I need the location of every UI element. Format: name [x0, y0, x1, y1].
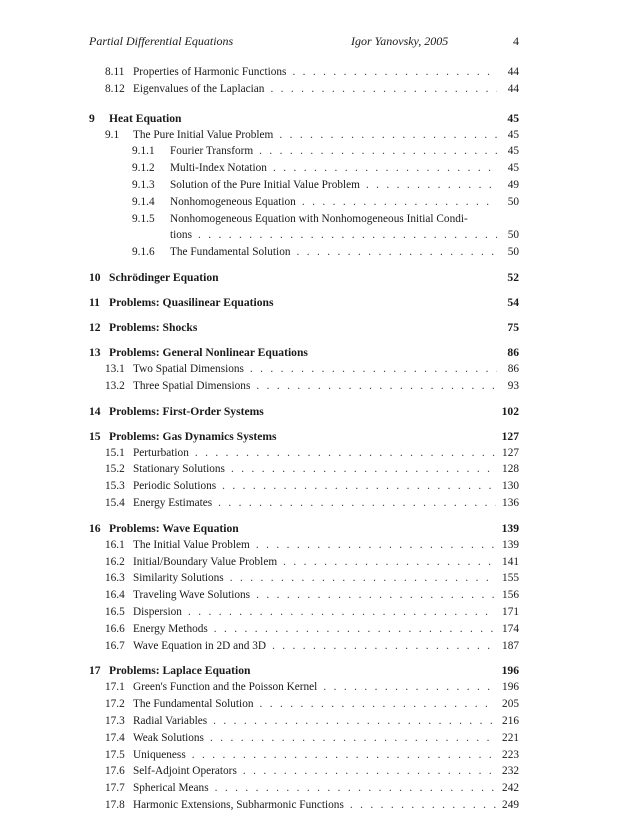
section-title: Spherical Means: [133, 782, 209, 795]
running-header: [89, 34, 519, 50]
subsection-title-line1: Nonhomogeneous Equation with Nonhomogeneous Initial Condi-: [170, 212, 468, 225]
header-author: Igor Yanovsky, 2005: [351, 34, 449, 48]
section-number: 17.5: [105, 748, 125, 761]
dot-leader: [243, 765, 496, 777]
dot-leader: [323, 681, 496, 693]
section-number: 16.5: [105, 605, 125, 618]
section-number: 16.3: [105, 572, 125, 585]
section-page: 127: [502, 446, 519, 459]
dot-leader: [279, 129, 497, 141]
chapter-page: 139: [501, 521, 519, 535]
section-title: The Initial Value Problem: [133, 538, 250, 551]
chapter-number: 10: [89, 270, 101, 284]
toc-section[interactable]: [89, 623, 519, 640]
section-title: Traveling Wave Solutions: [133, 589, 251, 602]
dot-leader: [256, 380, 497, 392]
section-title: Perturbation: [133, 446, 189, 459]
section-number: 17.7: [105, 782, 125, 795]
dot-leader: [250, 363, 497, 375]
toc-chapter[interactable]: [89, 430, 519, 447]
dot-leader: [302, 196, 497, 208]
toc-section[interactable]: [89, 363, 519, 380]
section-page: 249: [502, 798, 519, 811]
section-title: Radial Variables: [133, 714, 208, 727]
section-title: Green's Function and the Poisson Kernel: [133, 681, 318, 694]
toc-subsection[interactable]: [89, 145, 519, 162]
section-page: 130: [502, 480, 519, 493]
section-page: 139: [502, 538, 519, 551]
section-number: 17.3: [105, 714, 125, 727]
section-page: 44: [507, 66, 519, 78]
section-page: 128: [502, 463, 519, 476]
section-page: 221: [502, 731, 519, 744]
toc-section[interactable]: [89, 732, 519, 749]
chapter-page: 75: [507, 320, 519, 334]
section-number: 15.1: [105, 446, 125, 459]
subsection-number: 9.1.6: [132, 246, 155, 259]
section-title: Wave Equation in 2D and 3D: [133, 639, 267, 652]
chapter-number: 9: [89, 111, 95, 125]
header-book-title: Partial Differential Equations: [89, 34, 234, 48]
toc-section[interactable]: [89, 749, 519, 766]
dot-leader: [210, 732, 496, 744]
section-title: Weak Solutions: [133, 731, 204, 744]
dot-leader: [195, 447, 496, 459]
section-number: 15.3: [105, 480, 125, 493]
subsection-page: 49: [507, 178, 519, 191]
section-title: The Pure Initial Value Problem: [133, 128, 274, 141]
dot-leader: [259, 145, 497, 157]
dot-leader: [256, 589, 496, 601]
section-number: 16.1: [105, 538, 125, 551]
chapter-page: 127: [501, 429, 519, 443]
subsection-page: 50: [507, 229, 519, 242]
dot-leader: [192, 749, 496, 761]
dot-leader: [256, 539, 496, 551]
toc-section[interactable]: [89, 497, 519, 514]
chapter-number: 13: [89, 345, 101, 359]
toc-section[interactable]: [89, 129, 519, 146]
dot-leader: [215, 782, 496, 794]
toc-section[interactable]: [89, 539, 519, 556]
chapter-title: Problems: Laplace Equation: [109, 664, 251, 678]
chapter-number: 15: [89, 429, 101, 443]
section-page: 86: [507, 362, 519, 375]
subsection-number: 9.1.1: [132, 145, 155, 158]
section-number: 17.2: [105, 698, 125, 711]
chapter-title: Problems: General Nonlinear Equations: [109, 345, 308, 359]
subsection-number: 9.1.3: [132, 178, 155, 191]
section-title: Energy Estimates: [133, 496, 213, 509]
section-title: Energy Methods: [133, 622, 208, 635]
toc-section[interactable]: [89, 83, 519, 100]
toc-section[interactable]: [89, 606, 519, 623]
toc-chapter[interactable]: [89, 296, 519, 313]
section-page: 171: [502, 605, 519, 618]
section-page: 174: [502, 622, 519, 635]
dot-leader: [297, 246, 498, 258]
section-title: Three Spatial Dimensions: [133, 379, 251, 392]
dot-leader: [222, 480, 496, 492]
toc-section[interactable]: [89, 589, 519, 606]
section-page: 155: [502, 572, 519, 585]
section-title: Stationary Solutions: [133, 463, 225, 476]
chapter-number: 12: [89, 320, 101, 334]
toc-section[interactable]: [89, 480, 519, 497]
section-title: Periodic Solutions: [133, 480, 217, 493]
section-title: Eigenvalues of the Laplacian: [133, 82, 265, 95]
toc-section[interactable]: [89, 782, 519, 799]
dot-leader: [188, 606, 496, 618]
chapter-number: 11: [89, 295, 100, 309]
chapter-number: 17: [89, 664, 101, 678]
section-title: The Fundamental Solution: [133, 698, 254, 711]
toc-section[interactable]: [89, 556, 519, 573]
chapter-page: 45: [507, 111, 519, 125]
dot-leader: [270, 83, 497, 95]
section-page: 141: [502, 555, 519, 568]
toc-subsection[interactable]: [89, 162, 519, 179]
toc-subsection[interactable]: [89, 246, 519, 263]
section-number: 16.7: [105, 639, 125, 652]
toc-chapter[interactable]: [89, 112, 519, 129]
section-title: Similarity Solutions: [133, 572, 224, 585]
toc-section[interactable]: [89, 463, 519, 480]
subsection-title: Fourier Transform: [170, 145, 254, 158]
toc-section[interactable]: [89, 715, 519, 732]
section-page: 242: [502, 782, 519, 795]
toc-chapter[interactable]: [89, 346, 519, 363]
section-number: 9.1: [105, 128, 120, 141]
subsection-title: Nonhomogeneous Equation: [170, 195, 296, 208]
subsection-title: The Fundamental Solution: [170, 246, 291, 259]
section-page: 93: [507, 379, 519, 392]
chapter-title: Problems: First-Order Systems: [109, 404, 264, 418]
dot-leader: [218, 497, 496, 509]
section-page: 45: [507, 128, 519, 141]
toc-section[interactable]: [89, 572, 519, 589]
section-title: Uniqueness: [133, 748, 186, 761]
dot-leader: [214, 623, 496, 635]
dot-leader: [350, 799, 496, 811]
section-number: 13.1: [105, 362, 125, 375]
section-number: 16.4: [105, 589, 125, 602]
toc-chapter[interactable]: [89, 522, 519, 539]
section-page: 136: [502, 496, 519, 509]
dot-leader: [230, 572, 496, 584]
chapter-page: 102: [501, 404, 519, 418]
section-title: Dispersion: [133, 605, 182, 618]
subsection-title-line2: tions: [170, 229, 192, 242]
section-number: 8.11: [105, 66, 125, 78]
subsection-page: 45: [507, 162, 519, 175]
dot-leader: [198, 229, 497, 241]
toc-chapter[interactable]: [89, 664, 519, 681]
chapter-title: Problems: Shocks: [109, 320, 198, 334]
subsection-title: Solution of the Pure Initial Value Problem: [170, 178, 360, 191]
section-number: 15.2: [105, 463, 125, 476]
section-title: Initial/Boundary Value Problem: [133, 555, 278, 568]
section-title: Properties of Harmonic Functions: [133, 66, 287, 78]
section-number: 17.6: [105, 765, 125, 778]
subsection-title: Multi-Index Notation: [170, 162, 267, 175]
section-number: 15.4: [105, 496, 125, 509]
toc-chapter[interactable]: [89, 271, 519, 288]
section-title: Harmonic Extensions, Subharmonic Functions: [133, 798, 344, 811]
section-page: 187: [502, 639, 519, 652]
chapter-title: Heat Equation: [109, 111, 182, 125]
section-page: 216: [502, 714, 519, 727]
toc-subsection[interactable]: [89, 179, 519, 196]
table-of-contents: [89, 66, 519, 816]
chapter-page: 52: [507, 270, 519, 284]
section-number: 16.2: [105, 555, 125, 568]
section-number: 8.12: [105, 82, 125, 95]
toc-section[interactable]: [89, 640, 519, 657]
section-page: 205: [502, 698, 519, 711]
toc-section[interactable]: [89, 698, 519, 715]
chapter-title: Schrödinger Equation: [109, 270, 219, 284]
section-page: 44: [507, 82, 519, 95]
toc-section[interactable]: [89, 66, 519, 83]
dot-leader: [260, 698, 497, 710]
subsection-number: 9.1.5: [132, 212, 155, 225]
toc-chapter[interactable]: [89, 405, 519, 422]
section-number: 16.6: [105, 622, 125, 635]
chapter-title: Problems: Quasilinear Equations: [109, 295, 274, 309]
section-number: 17.1: [105, 681, 125, 694]
toc-section[interactable]: [89, 681, 519, 698]
dot-leader: [213, 715, 496, 727]
toc-chapter[interactable]: [89, 321, 519, 338]
section-page: 196: [502, 681, 519, 694]
toc-section[interactable]: [89, 765, 519, 782]
toc-section[interactable]: [89, 799, 519, 816]
chapter-title: Problems: Wave Equation: [109, 521, 239, 535]
dot-leader: [366, 179, 497, 191]
section-page: 223: [502, 748, 519, 761]
toc-section[interactable]: [89, 380, 519, 397]
chapter-number: 14: [89, 404, 101, 418]
subsection-page: 45: [507, 145, 519, 158]
section-number: 17.8: [105, 798, 125, 811]
section-page: 232: [502, 765, 519, 778]
subsection-number: 9.1.2: [132, 162, 155, 175]
toc-subsection-continuation[interactable]: [89, 229, 519, 246]
dot-leader: [272, 640, 496, 652]
chapter-page: 196: [501, 664, 519, 678]
dot-leader: [231, 463, 496, 475]
chapter-page: 86: [507, 345, 519, 359]
header-page-number: 4: [513, 34, 519, 48]
chapter-number: 16: [89, 521, 101, 535]
toc-section[interactable]: [89, 447, 519, 464]
toc-subsection[interactable]: [89, 213, 519, 230]
chapter-page: 54: [507, 295, 519, 309]
section-page: 156: [502, 589, 519, 602]
toc-subsection[interactable]: [89, 196, 519, 213]
subsection-page: 50: [507, 195, 519, 208]
section-title: Two Spatial Dimensions: [133, 362, 244, 375]
section-number: 13.2: [105, 379, 125, 392]
chapter-title: Problems: Gas Dynamics Systems: [109, 429, 277, 443]
dot-leader: [292, 66, 497, 78]
dot-leader: [273, 162, 497, 174]
subsection-number: 9.1.4: [132, 195, 155, 208]
dot-leader: [283, 556, 496, 568]
subsection-page: 50: [507, 246, 519, 259]
section-title: Self-Adjoint Operators: [133, 765, 237, 778]
section-number: 17.4: [105, 731, 125, 744]
